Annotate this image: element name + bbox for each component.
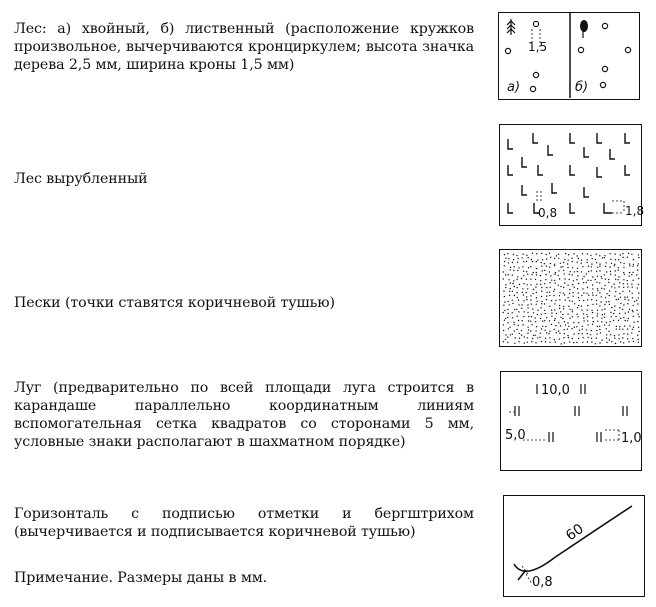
label-b: б) <box>575 80 589 95</box>
contour-symbol <box>504 496 643 595</box>
conifer-tree-icon <box>507 19 515 35</box>
grass-marks <box>515 384 627 442</box>
note: Примечание. Размеры даны в мм. <box>14 570 268 586</box>
contour-elevation-label: 60 <box>563 520 587 545</box>
cut-forest-description: Лес вырубленный <box>14 171 148 187</box>
meadow-mark-dimension: 1,0 <box>621 431 642 446</box>
sand-dots-pattern <box>500 250 640 345</box>
meadow-grid-dimension: 10,0 <box>541 383 570 398</box>
deciduous-tree-icon <box>580 20 588 38</box>
cut-forest-symbol-box <box>499 124 645 226</box>
sands-symbol-box <box>499 249 642 347</box>
stump-width-dimension: 0,8 <box>538 206 558 220</box>
forest-description: Лес: а) хвойный, б) лиственный (расположение кружков произвольное, вычерчиваются кронциркулем; высота значка дерева 2,5 мм, ширина кроны 1,5 мм) <box>14 21 474 73</box>
meadow-spacing-dimension: 5,0 <box>505 428 526 443</box>
forest-symbol-box <box>498 12 640 100</box>
tick-dimension: 0,8 <box>532 575 553 590</box>
sands-description: Пески (точки ставятся коричневой тушью) <box>14 295 335 311</box>
cut-forest-symbol <box>500 125 645 224</box>
contour-description: Горизонталь с подписью отметки и бергштрихом (вычерчивается и подписывается коричневой тушью) <box>14 506 474 540</box>
contour-symbol-box <box>503 495 645 597</box>
stump-marks <box>508 133 630 213</box>
crown-dimension: 1,5 <box>528 40 548 54</box>
meadow-description: Луг (предварительно по всей площади луга строится в карандаше параллельно координатным линиям вспомогательная сетка квадратов со сторонами 5 мм, условные знаки располагают в шахматном порядке) <box>14 380 474 450</box>
meadow-symbol-box <box>500 371 642 471</box>
forest-symbol <box>499 13 638 98</box>
meadow-symbol <box>501 372 640 469</box>
label-a: а) <box>507 80 521 95</box>
stump-height-dimension: 1,8 <box>625 204 645 218</box>
